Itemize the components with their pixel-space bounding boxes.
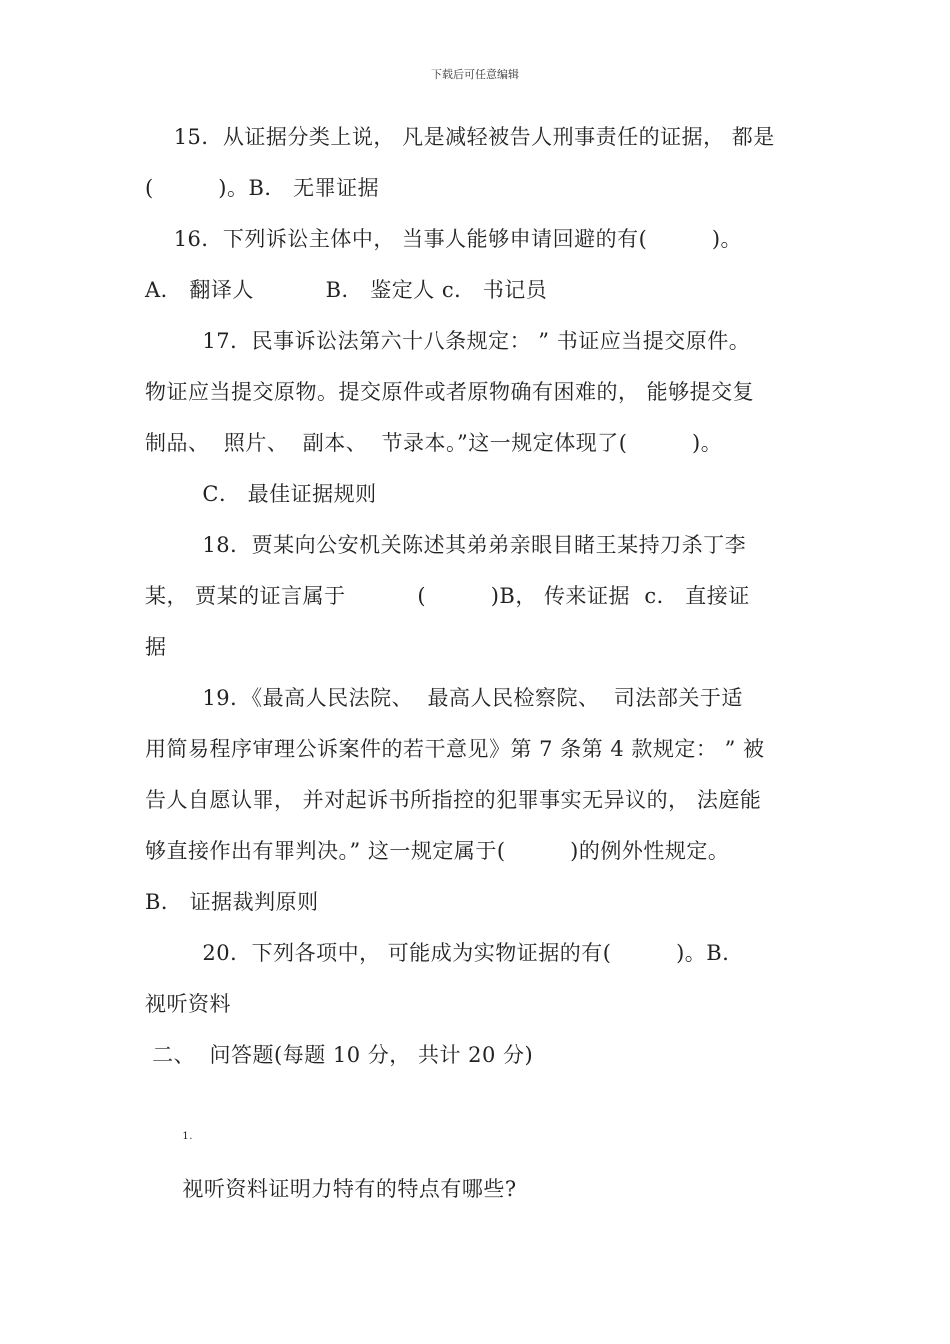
- text-line: 据: [145, 635, 167, 659]
- text-line: 用简易程序审理公诉案件的若干意见》第 7 条第 4 款规定： ” 被: [145, 737, 765, 761]
- text-line: B． 证据裁判原则: [145, 890, 319, 914]
- text-line: 某， 贾某的证言属于 ( )B， 传来证据 c． 直接证: [145, 584, 750, 608]
- page-header: 下载后可任意编辑: [431, 68, 519, 81]
- text-line: 物证应当提交原物。提交原件或者原物确有困难的， 能够提交复: [145, 380, 755, 404]
- text-line: 18．贾某向公安机关陈述其弟弟亲眼目睹王某持刀杀丁李: [145, 533, 747, 557]
- text-line: 19．《最高人民法院、 最高人民检察院、 司法部关于适: [145, 686, 743, 710]
- text-line: 16．下列诉讼主体中， 当事人能够申请回避的有( )。: [145, 227, 743, 251]
- text-line: 够直接作出有罪判决。” 这一规定属于( )的例外性规定。: [145, 839, 730, 863]
- text-line: 视听资料: [145, 992, 231, 1016]
- text-line: 15．从证据分类上说， 凡是减轻被告人刑事责任的证据， 都是: [145, 125, 775, 149]
- text-line: 20．下列各项中， 可能成为实物证据的有( )。B．: [145, 941, 744, 965]
- question-text: 视听资料证明力特有的特点有哪些?: [182, 1177, 517, 1201]
- question-number: 1.: [182, 1131, 193, 1142]
- text-line: 制品、 照片、 副本、 节录本。”这一规定体现了( )。: [145, 431, 723, 455]
- text-line: ( )。B． 无罪证据: [145, 176, 380, 200]
- text-line: 告人自愿认罪， 并对起诉书所指控的犯罪事实无异议的， 法庭能: [145, 788, 762, 812]
- text-line: C． 最佳证据规则: [145, 482, 377, 506]
- section-heading: 二、 问答题(每题 10 分， 共计 20 分): [145, 1043, 534, 1067]
- question-item: [168, 1093, 517, 1202]
- text-line: 17．民事诉讼法第六十八条规定： ” 书证应当提交原件。: [145, 329, 751, 353]
- text-line: A． 翻译人 B． 鉴定人 c． 书记员: [145, 278, 548, 302]
